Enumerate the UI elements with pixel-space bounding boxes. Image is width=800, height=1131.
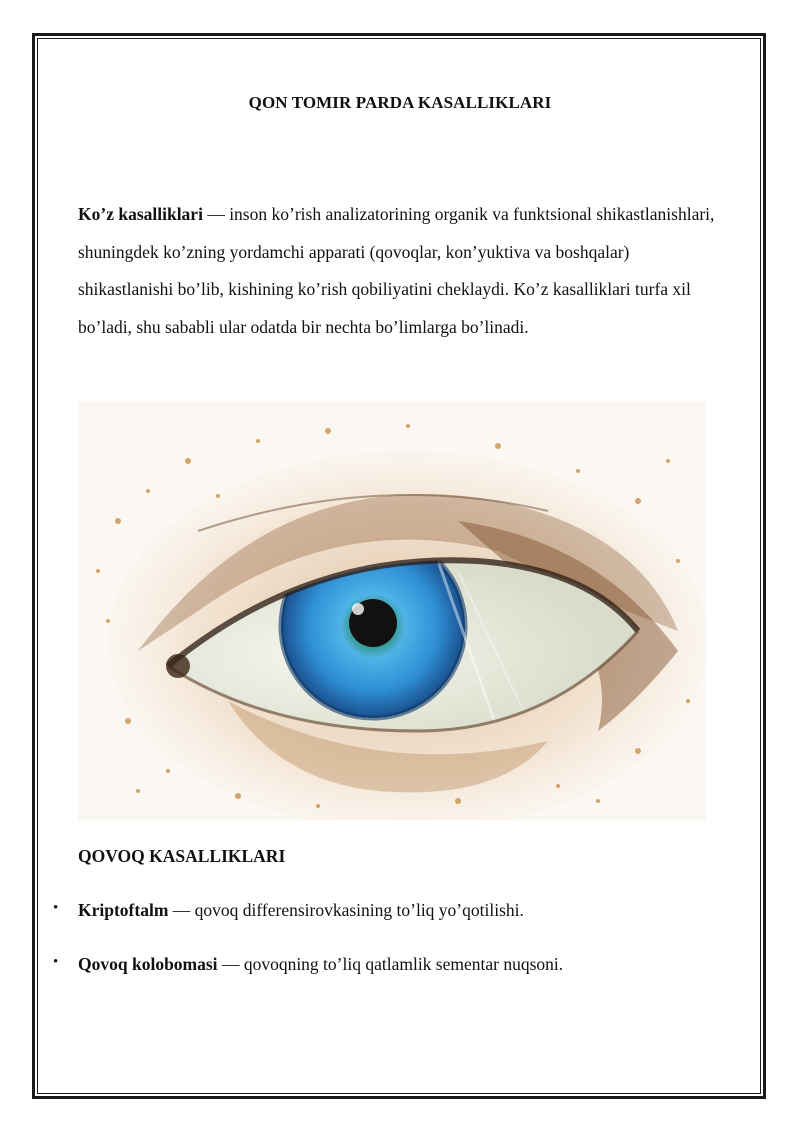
list-item bbox=[53, 954, 564, 975]
intro-paragraph bbox=[78, 196, 718, 346]
list-item-term: Kriptoftalm bbox=[78, 900, 169, 920]
list-item-text: — qovoqning to’liq qatlamlik sementar nuqsoni. bbox=[217, 954, 564, 974]
intro-term: Ko’z kasalliklari bbox=[78, 204, 203, 224]
section-heading: QOVOQ KASALLIKLARI bbox=[78, 846, 286, 866]
eye-illustration bbox=[78, 401, 706, 820]
list-item bbox=[53, 900, 524, 921]
intro-text: — inson ko’rish analizatorining organik va funktsional shikastlanishlari, shuningdek ko’zning yordamchi apparati (qovoqlar, kon’yuktiva va boshqalar) shikastlanishi bo’lib, kishining ko’rish qobiliyatini cheklaydi. Ko’z kasalliklari turfa xil bo’ladi, shu sababli ular odatda bir nechta bo’limlarga bo’linadi. bbox=[78, 204, 715, 337]
watercolor-eye-icon bbox=[78, 401, 706, 820]
document-title: QON TOMIR PARDA KASALLIKLARI bbox=[248, 93, 552, 112]
list-item-term: Qovoq kolobomasi bbox=[78, 954, 218, 974]
bullet-icon: • bbox=[53, 900, 59, 916]
bullet-icon: • bbox=[53, 954, 59, 970]
list-item-text: — qovoq differensirovkasining to’liq yo’qotilishi. bbox=[168, 900, 524, 920]
